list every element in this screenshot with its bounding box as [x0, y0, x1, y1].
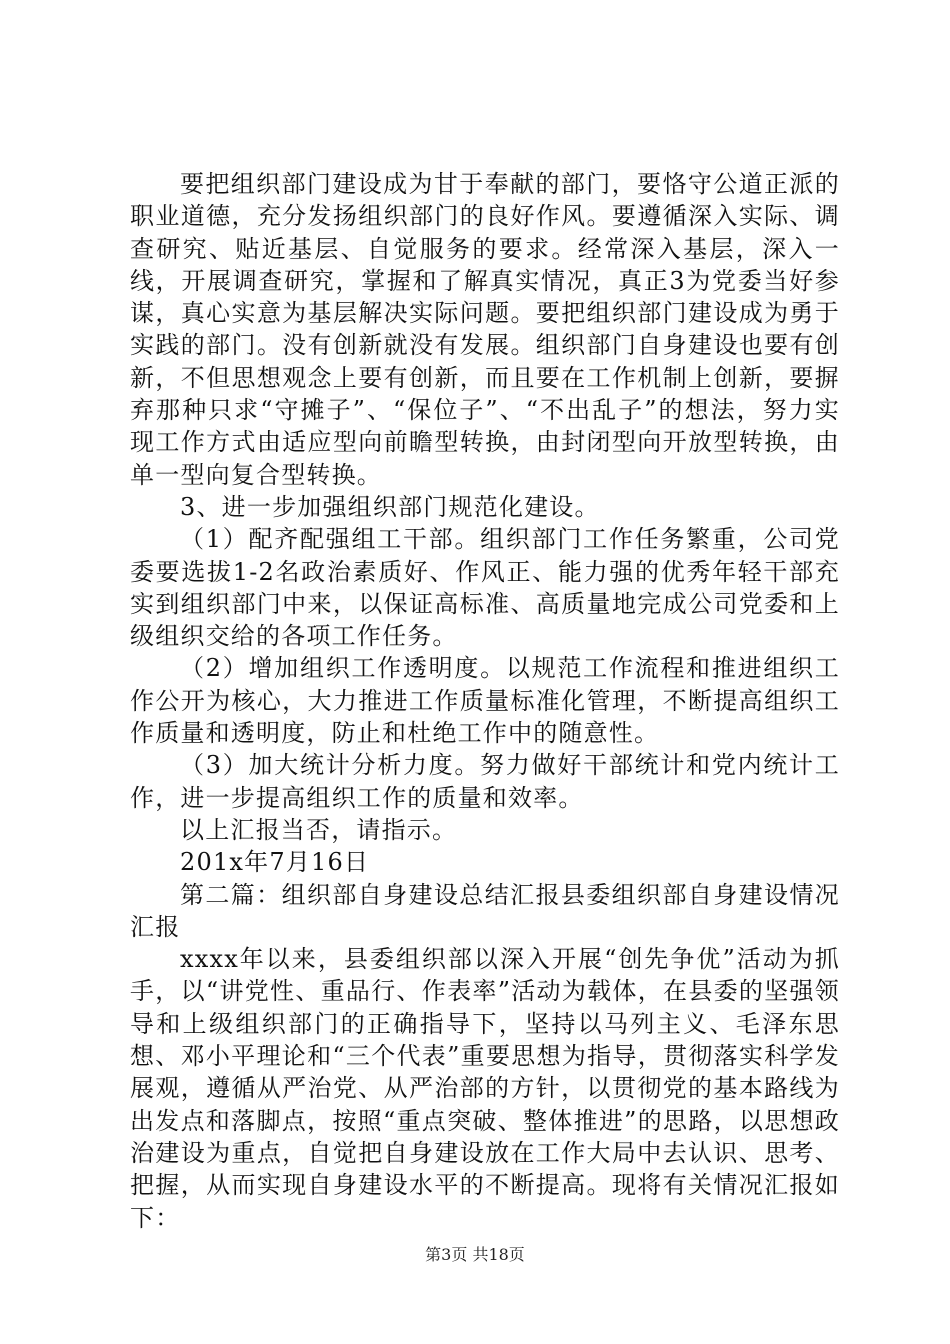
document-body	[130, 168, 840, 1234]
paragraph-item-1-staffing: （1）配齐配强组工干部。组织部门工作任务繁重，公司党委要选拔1-2名政治素质好、作风正、能力强的优秀年轻干部充实到组织部门中来，以保证高标准、高质量地完成公司党委和上级组织交给的各项工作任务。	[130, 525, 840, 651]
section-heading-standardization: 3、进一步加强组织部门规范化建设。	[180, 492, 600, 521]
page-number-footer: 第3页 共18页	[425, 1245, 525, 1264]
paragraph-item-3-statistics: （3）加大统计分析力度。努力做好干部统计和党内统计工作，进一步提高组织工作的质量和效率。	[130, 751, 840, 812]
second-article-title: 第二篇：组织部自身建设总结汇报县委组织部自身建设情况汇报	[130, 880, 840, 941]
paragraph-second-article-intro: xxxx年以来，县委组织部以深入开展“创先争优”活动为抓手，以“讲党性、重品行、作表率”活动为载体，在县委的坚强领导和上级组织部门的正确指导下，坚持以马列主义、毛泽东思想、邓小平理论和“三个代表”重要思想为指导，贯彻落实科学发展观，遵循从严治党、从严治部的方针，以贯彻党的基本路线为出发点和落脚点，按照“重点突破、整体推进”的思路，以思想政治建设为重点，自觉把自身建设放在工作大局中去认识、思考、把握，从而实现自身建设水平的不断提高。现将有关情况汇报如下：	[130, 945, 840, 1232]
paragraph-organization-dept-building: 要把组织部门建设成为甘于奉献的部门，要恪守公道正派的职业道德，充分发扬组织部门的良好作风。要遵循深入实际、调查研究、贴近基层、自觉服务的要求。经常深入基层，深入一线，开展调查研究，掌握和了解真实情况，真正3为党委当好参谋，真心实意为基层解决实际问题。要把组织部门建设成为勇于实践的部门。没有创新就没有发展。组织部门自身建设也要有创新，不但思想观念上要有创新，而且要在工作机制上创新，要摒弃那种只求“守摊子”、“保位子”、“不出乱子”的想法，努力实现工作方式由适应型向前瞻型转换，由封闭型向开放型转换，由单一型向复合型转换。	[130, 170, 840, 489]
closing-request: 以上汇报当否，请指示。	[180, 815, 458, 844]
paragraph-item-2-transparency: （2）增加组织工作透明度。以规范工作流程和推进组织工作公开为核心，大力推进工作质量标准化管理，不断提高组织工作质量和透明度，防止和杜绝工作中的随意性。	[130, 654, 840, 748]
report-date: 201x年7月16日	[180, 848, 370, 877]
